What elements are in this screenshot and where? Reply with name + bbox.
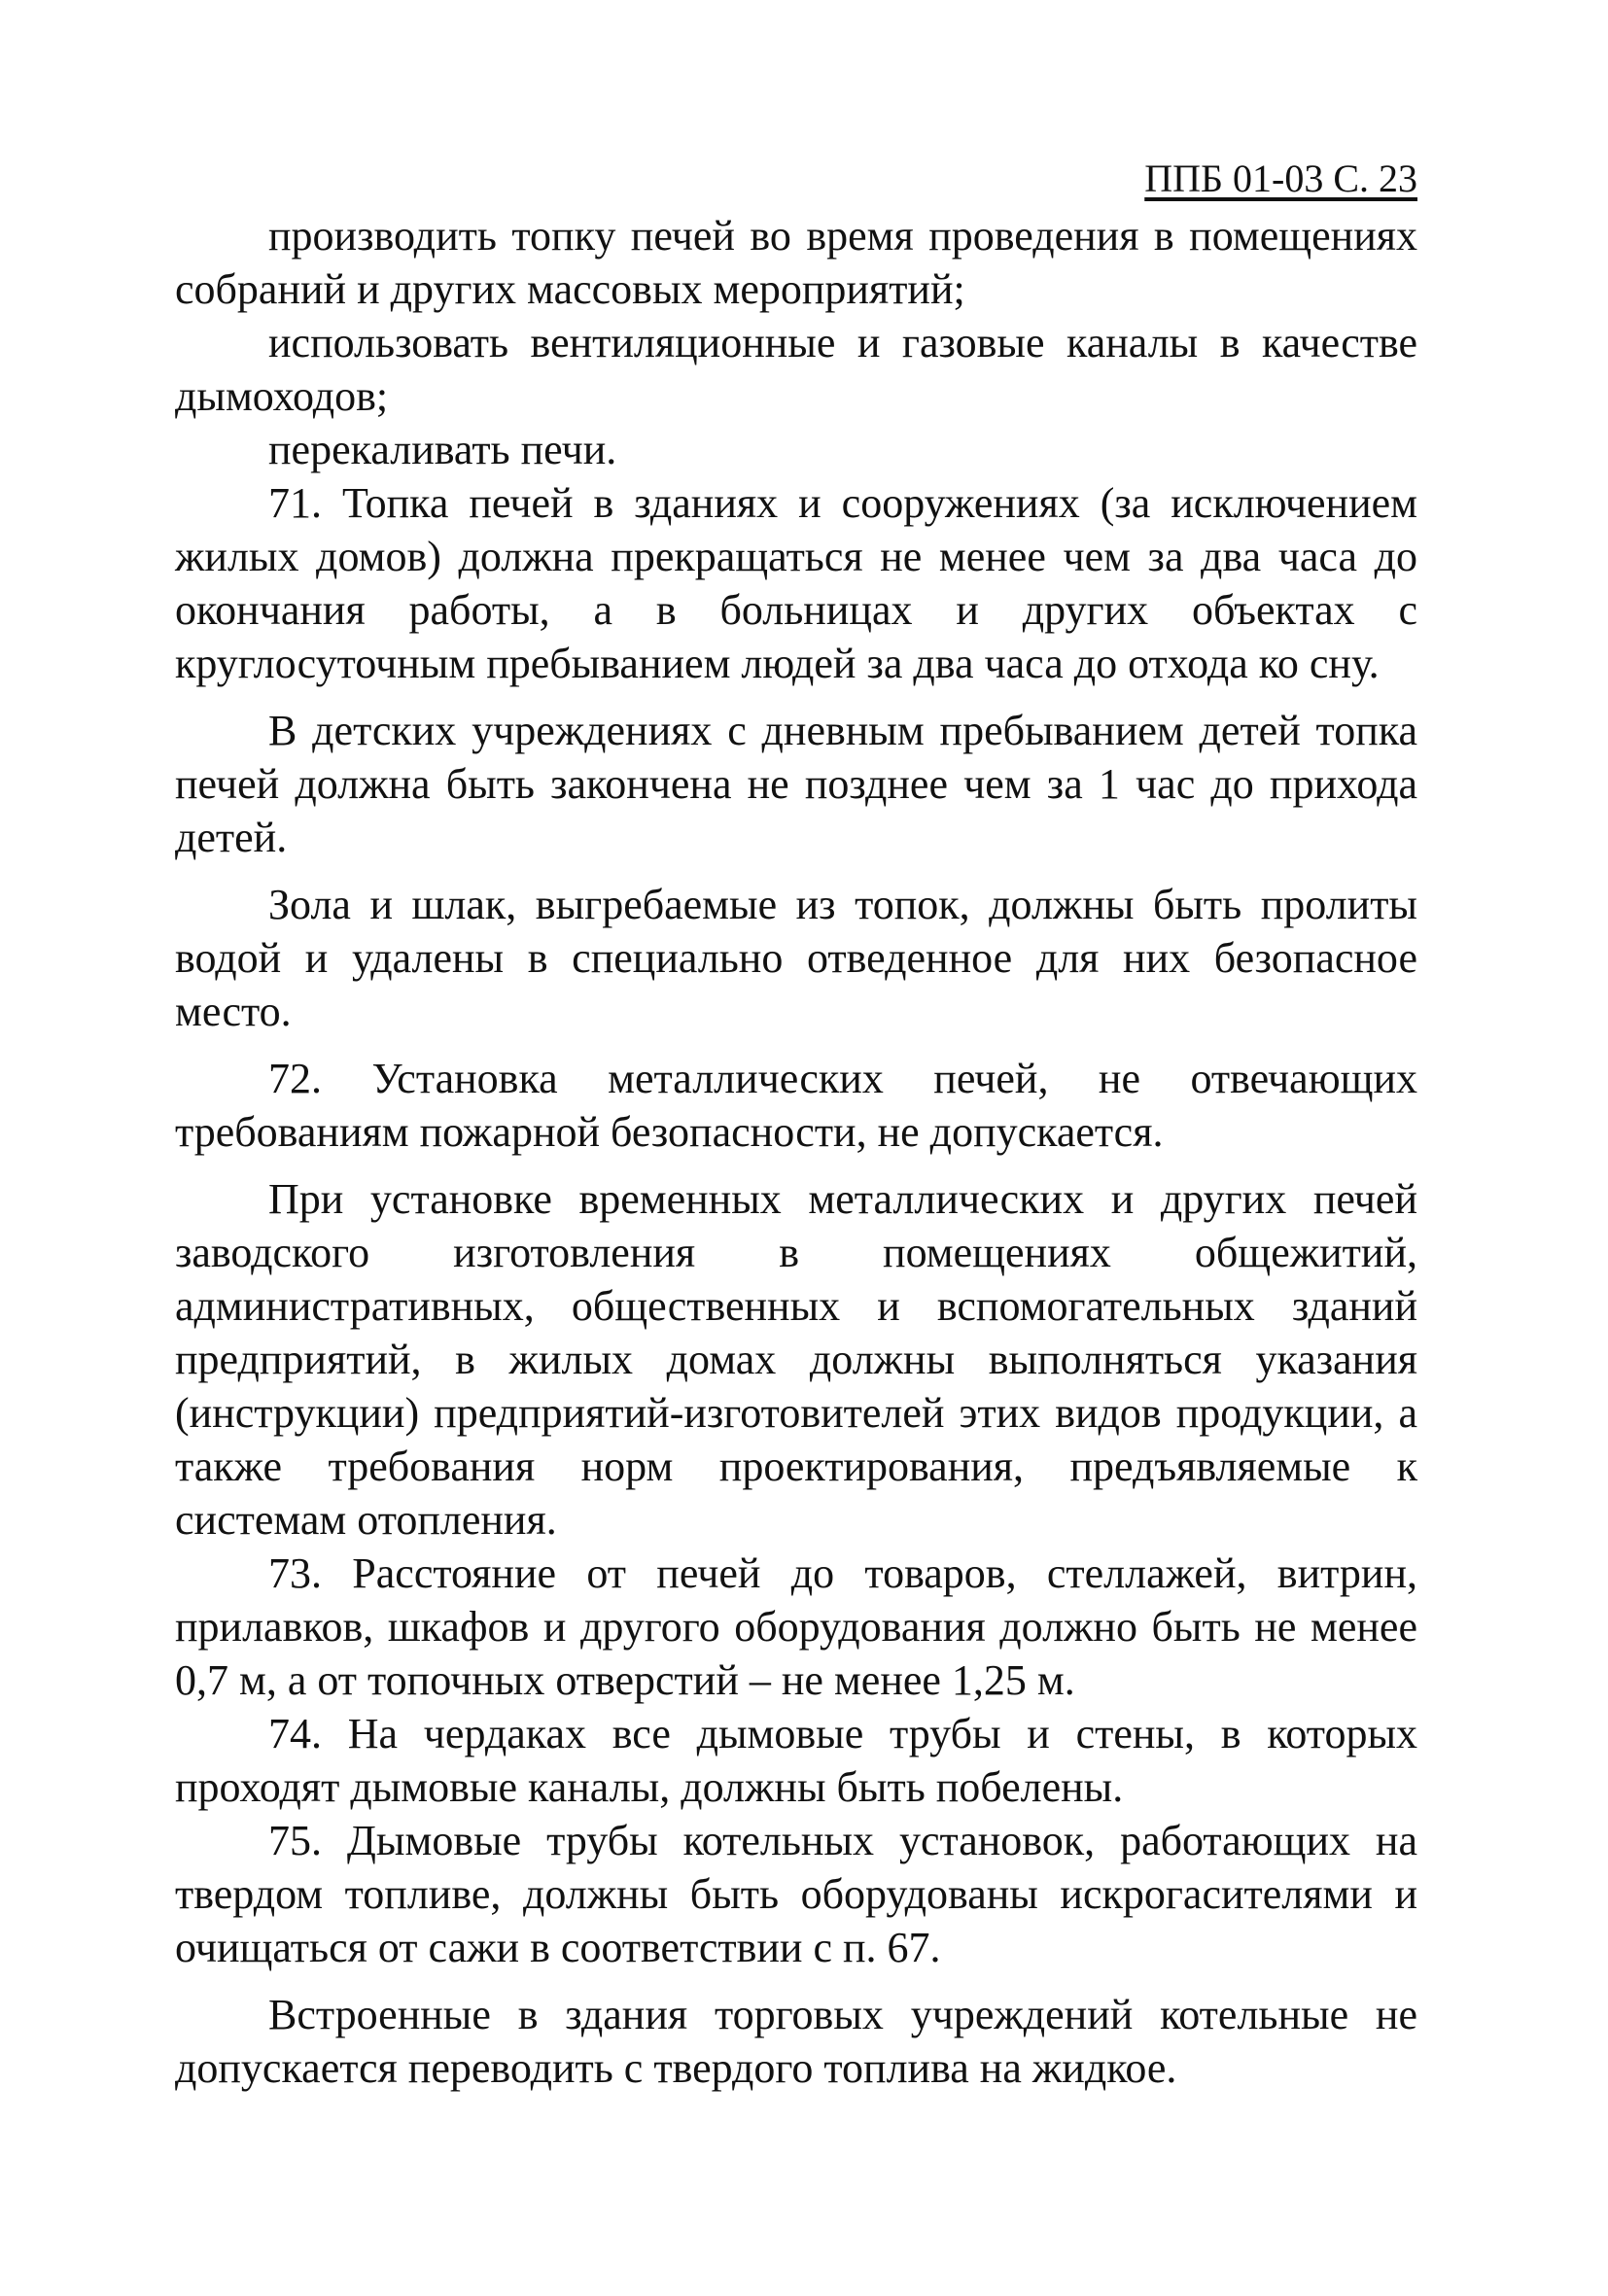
paragraph-72: 72. Установка металлических печей, не отвечающих требованиям пожарной безопасности, не допускается.	[175, 1055, 1417, 1156]
page-header-reference: ППБ 01-03 С. 23	[1144, 157, 1417, 200]
paragraph-prohibition-meetings: производить топку печей во время проведения в помещениях собраний и других массовых мероприятий;	[175, 212, 1417, 313]
paragraph-71: 71. Топка печей в зданиях и сооружениях (за исключением жилых домов) должна прекращаться не менее чем за два часа до окончания работы, а в больницах и других объектах с круглосуточным пребыванием людей за два часа до отхода ко сну.	[175, 479, 1417, 687]
paragraph-71-children: В детских учреждениях с дневным пребыванием детей топка печей должна быть закончена не позднее чем за 1 час до прихода детей.	[175, 707, 1417, 861]
paragraph-75-boilers: Встроенные в здания торговых учреждений котельные не допускается переводить с твердого топлива на жидкое.	[175, 1991, 1417, 2092]
paragraph-72-temporary-stoves: При установке временных металлических и других печей заводского изготовления в помещениях общежитий, административных, общественных и вспомогательных зданий предприятий, в жилых домах должны выполняться указания (инструкции) предприятий-изготовителей этих видов продукции, а также требования норм проектирования, предъявляемые к системам отопления.	[175, 1175, 1417, 1544]
paragraph-prohibition-overheating: перекаливать печи.	[268, 426, 617, 473]
paragraph-75: 75. Дымовые трубы котельных установок, работающих на твердом топливе, должны быть оборудованы искрогасителями и очищаться от сажи в соответствии с п. 67.	[175, 1817, 1417, 1971]
paragraph-prohibition-ventilation: использовать вентиляционные и газовые каналы в качестве дымоходов;	[175, 319, 1417, 420]
document-body	[175, 209, 1417, 2095]
paragraph-74: 74. На чердаках все дымовые трубы и стены, в которых проходят дымовые каналы, должны быть побелены.	[175, 1710, 1417, 1811]
paragraph-71-ash: Зола и шлак, выгребаемые из топок, должны быть пролиты водой и удалены в специально отведенное для них безопасное место.	[175, 881, 1417, 1035]
paragraph-73: 73. Расстояние от печей до товаров, стеллажей, витрин, прилавков, шкафов и другого оборудования должно быть не менее 0,7 м, а от топочных отверстий – не менее 1,25 м.	[175, 1549, 1417, 1704]
